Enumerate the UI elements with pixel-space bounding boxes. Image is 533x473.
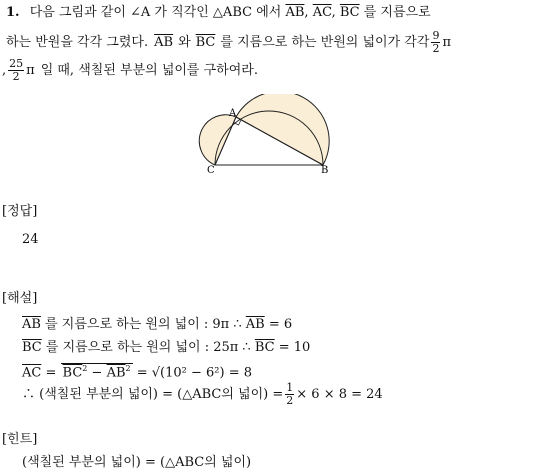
segment-ac: $\overline{AC}$ [312,5,332,20]
segment-ab: $\overline{AB}$ [154,34,174,50]
fraction-9-over-2 [431,30,440,54]
sqrt-radical: $\overline{BC}^2 - \overline{AB}^2$ [62,364,131,381]
problem-line-1 [6,6,431,19]
segment-ab: $\overline{AB}$ [106,365,126,381]
segment-ab: $\overline{AB}$ [22,317,41,332]
separator: , [304,5,309,20]
explanation-text: × 6 × 8 = 24 [296,386,383,402]
problem-text: 다음 그림과 같이 ∠A 가 직각인 △ABC 에서 [29,5,282,20]
explanation-line-2 [22,341,310,354]
problem-text: 를 지름으로 하는 반원의 넓이가 각각 [220,34,430,50]
minus-sign: − [91,365,103,381]
problem-text: 와 [178,34,191,50]
pi-symbol: π [26,62,35,78]
answer-heading: [정답] [2,204,38,219]
explanation-text: 를 지름으로 하는 원의 넓이 : 9π ∴ [45,317,242,332]
explanation-result: = 6 [268,317,293,332]
problem-text: 하는 반원을 각각 그렸다. [6,34,149,50]
geometry-figure [198,94,334,176]
segment-bc: $\overline{BC}$ [22,340,42,355]
segment-bc: $\overline{BC}$ [62,365,83,381]
explanation-text: ∴ (색칠된 부분의 넓이) = (△ABC의 넓이) = [22,386,284,402]
semicircle-ab [236,94,329,165]
explanation-text: = √(10² − 6²) = 8 [136,365,253,381]
segment-ab: $\overline{AB}$ [245,317,265,332]
segment-ab: $\overline{AB}$ [285,5,305,20]
equals-sign: = [45,365,57,381]
hint-heading: [힌트] [2,432,38,447]
answer-value: 24 [22,232,39,247]
label-c: C [207,165,215,176]
problem-text: 일 때, 색칠된 부분의 넓이를 구하여라. [40,62,258,78]
explanation-text: 를 지름으로 하는 원의 넓이 : 25π ∴ [45,340,251,355]
fraction-denominator: 2 [12,69,20,83]
problem-line-3 [2,58,258,82]
label-b: B [321,165,329,176]
fraction-numerator: 9 [432,29,440,42]
explanation-line-4 [22,382,383,406]
segment-bc: $\overline{BC}$ [339,5,360,20]
fraction-numerator: 1 [286,381,294,394]
label-a: A [229,108,237,119]
explanation-line-3 [22,363,252,379]
problem-text: 를 지름으로 [363,5,431,20]
pi-symbol: π [442,34,451,50]
fraction-25-over-2 [8,58,24,82]
fraction-1-over-2 [285,382,294,406]
problem-text: , [2,62,7,78]
explanation-result: = 10 [278,340,311,355]
segment-bc: $\overline{BC}$ [195,34,216,50]
explanation-heading: [해설] [2,291,38,306]
problem-line-2 [6,30,451,54]
hint-text: (색칠된 부분의 넓이) = (△ABC의 넓이) [22,455,252,470]
fraction-denominator: 2 [432,41,440,55]
problem-number: 1. [6,5,20,20]
explanation-line-1 [22,318,292,331]
fraction-numerator: 25 [9,57,24,70]
separator: , [331,5,336,20]
segment-bc: $\overline{BC}$ [254,340,275,355]
semicircle-ac [199,115,236,165]
fraction-denominator: 2 [286,393,294,407]
segment-ac: $\overline{AC}$ [22,365,42,381]
